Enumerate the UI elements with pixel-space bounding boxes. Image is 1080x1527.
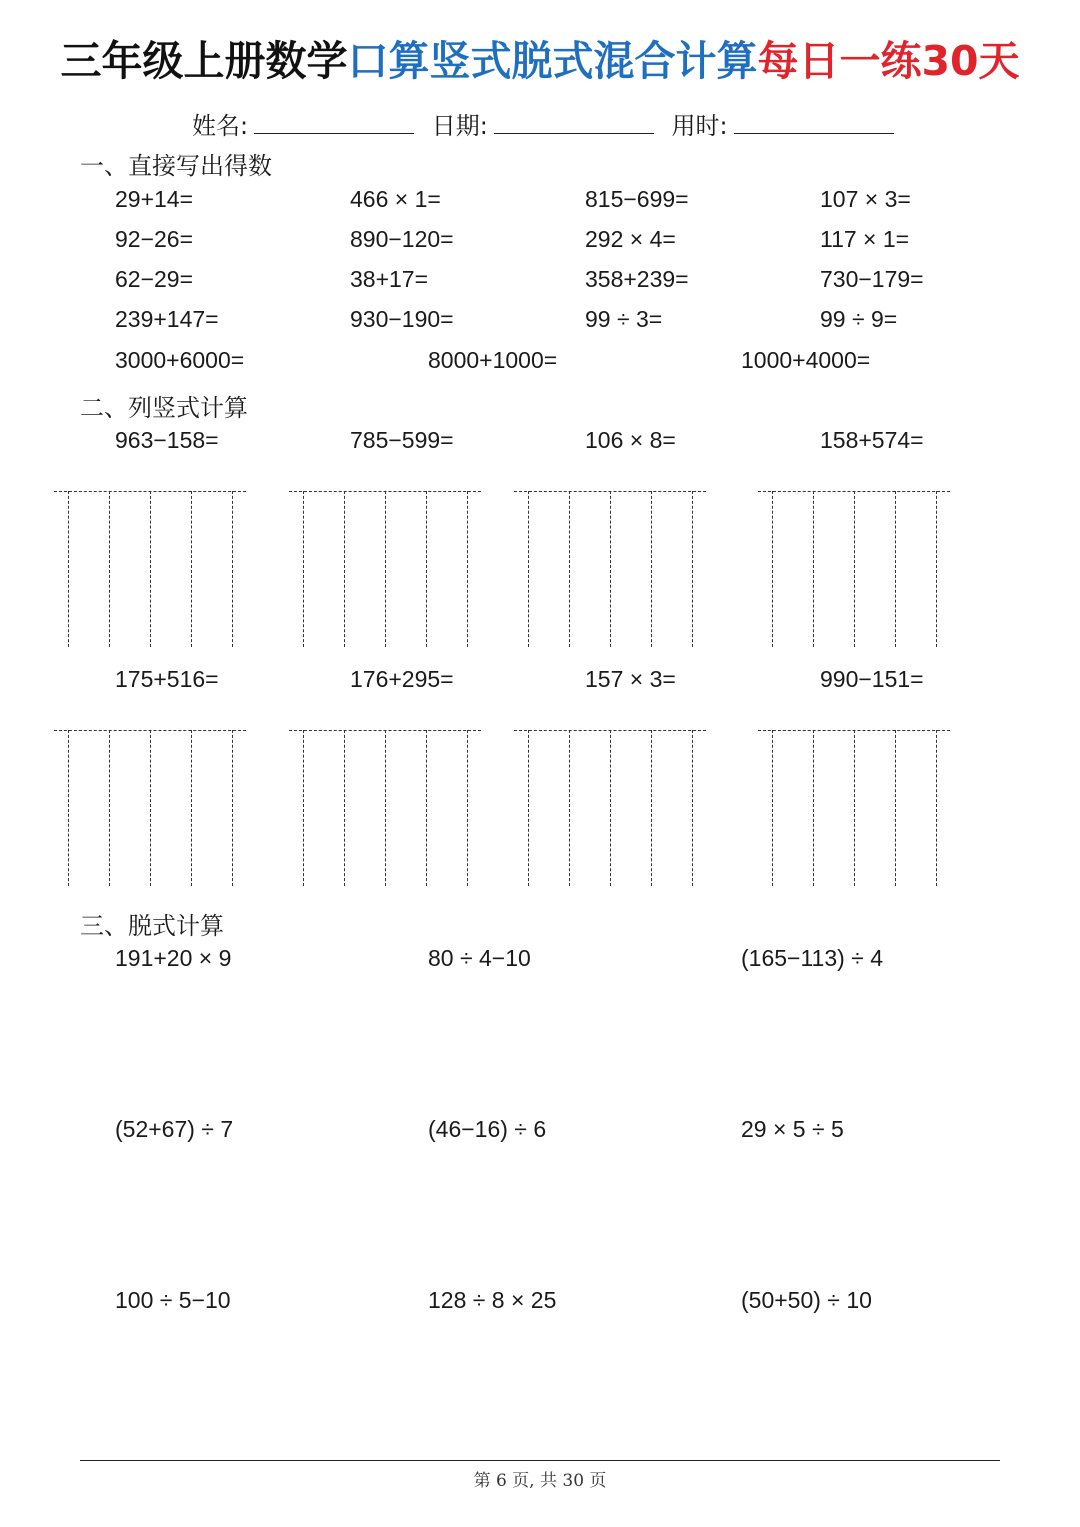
- oral-problem: 99 ÷ 3=: [585, 306, 663, 332]
- oral-problem: 239+147=: [115, 306, 219, 332]
- stepwise-problem: 29 × 5 ÷ 5: [741, 1116, 844, 1142]
- time-label: 用时:: [671, 112, 728, 140]
- stepwise-problem: (46−16) ÷ 6: [428, 1116, 547, 1142]
- vertical-problem: 963−158=: [115, 427, 219, 453]
- answer-grid[interactable]: [54, 730, 246, 886]
- title-topic: 口算竖式脱式混合计算: [347, 37, 758, 85]
- page-number: 第 6 页, 共 30 页: [473, 1471, 607, 1491]
- date-blank[interactable]: [494, 111, 654, 134]
- stepwise-problem: (50+50) ÷ 10: [741, 1287, 872, 1313]
- oral-problem: 8000+1000=: [428, 347, 558, 373]
- oral-problem: 1000+4000=: [741, 347, 871, 373]
- vertical-problem: 158+574=: [820, 427, 924, 453]
- oral-problem: 38+17=: [350, 266, 429, 292]
- vertical-problem: 176+295=: [350, 666, 454, 692]
- info-row: [192, 106, 904, 141]
- answer-grid[interactable]: [54, 491, 246, 647]
- title-daily: 每日一练30天: [757, 37, 1020, 85]
- vertical-problem: 785−599=: [350, 427, 454, 453]
- oral-problem: 29+14=: [115, 186, 194, 212]
- vertical-problem: 990−151=: [820, 666, 924, 692]
- stepwise-problem: 100 ÷ 5−10: [115, 1287, 231, 1313]
- date-label: 日期:: [431, 112, 488, 140]
- answer-grid[interactable]: [758, 730, 950, 886]
- footer-divider: [80, 1460, 1000, 1461]
- oral-problem: 730−179=: [820, 266, 924, 292]
- oral-problem: 62−29=: [115, 266, 194, 292]
- answer-grid[interactable]: [514, 730, 706, 886]
- stepwise-problem: (165−113) ÷ 4: [741, 945, 883, 971]
- vertical-problem: 175+516=: [115, 666, 219, 692]
- title-grade: 三年级上册数学: [60, 37, 348, 85]
- section1-title: 一、直接写出得数: [80, 152, 272, 180]
- name-blank[interactable]: [254, 111, 414, 134]
- section2-title: 二、列竖式计算: [80, 394, 248, 422]
- oral-problem: 930−190=: [350, 306, 454, 332]
- answer-grid[interactable]: [289, 730, 481, 886]
- page-title: [0, 28, 1080, 87]
- name-field[interactable]: [192, 106, 414, 141]
- time-field[interactable]: [671, 106, 893, 141]
- vertical-problem: 106 × 8=: [585, 427, 676, 453]
- answer-grid[interactable]: [514, 491, 706, 647]
- oral-problem: 815−699=: [585, 186, 689, 212]
- stepwise-problem: 191+20 × 9: [115, 945, 232, 971]
- vertical-problem: 157 × 3=: [585, 666, 676, 692]
- answer-grid[interactable]: [758, 491, 950, 647]
- stepwise-problem: (52+67) ÷ 7: [115, 1116, 234, 1142]
- date-field[interactable]: [432, 106, 654, 141]
- oral-problem: 466 × 1=: [350, 186, 441, 212]
- oral-problem: 358+239=: [585, 266, 689, 292]
- oral-problem: 99 ÷ 9=: [820, 306, 898, 332]
- time-blank[interactable]: [734, 111, 894, 134]
- oral-problem: 3000+6000=: [115, 347, 245, 373]
- name-label: 姓名:: [192, 112, 249, 140]
- section3-title: 三、脱式计算: [80, 912, 224, 940]
- oral-problem: 92−26=: [115, 226, 194, 252]
- stepwise-problem: 80 ÷ 4−10: [428, 945, 531, 971]
- answer-grid[interactable]: [289, 491, 481, 647]
- oral-problem: 292 × 4=: [585, 226, 676, 252]
- oral-problem: 117 × 1=: [820, 226, 910, 252]
- oral-problem: 890−120=: [350, 226, 454, 252]
- stepwise-problem: 128 ÷ 8 × 25: [428, 1287, 557, 1313]
- oral-problem: 107 × 3=: [820, 186, 911, 212]
